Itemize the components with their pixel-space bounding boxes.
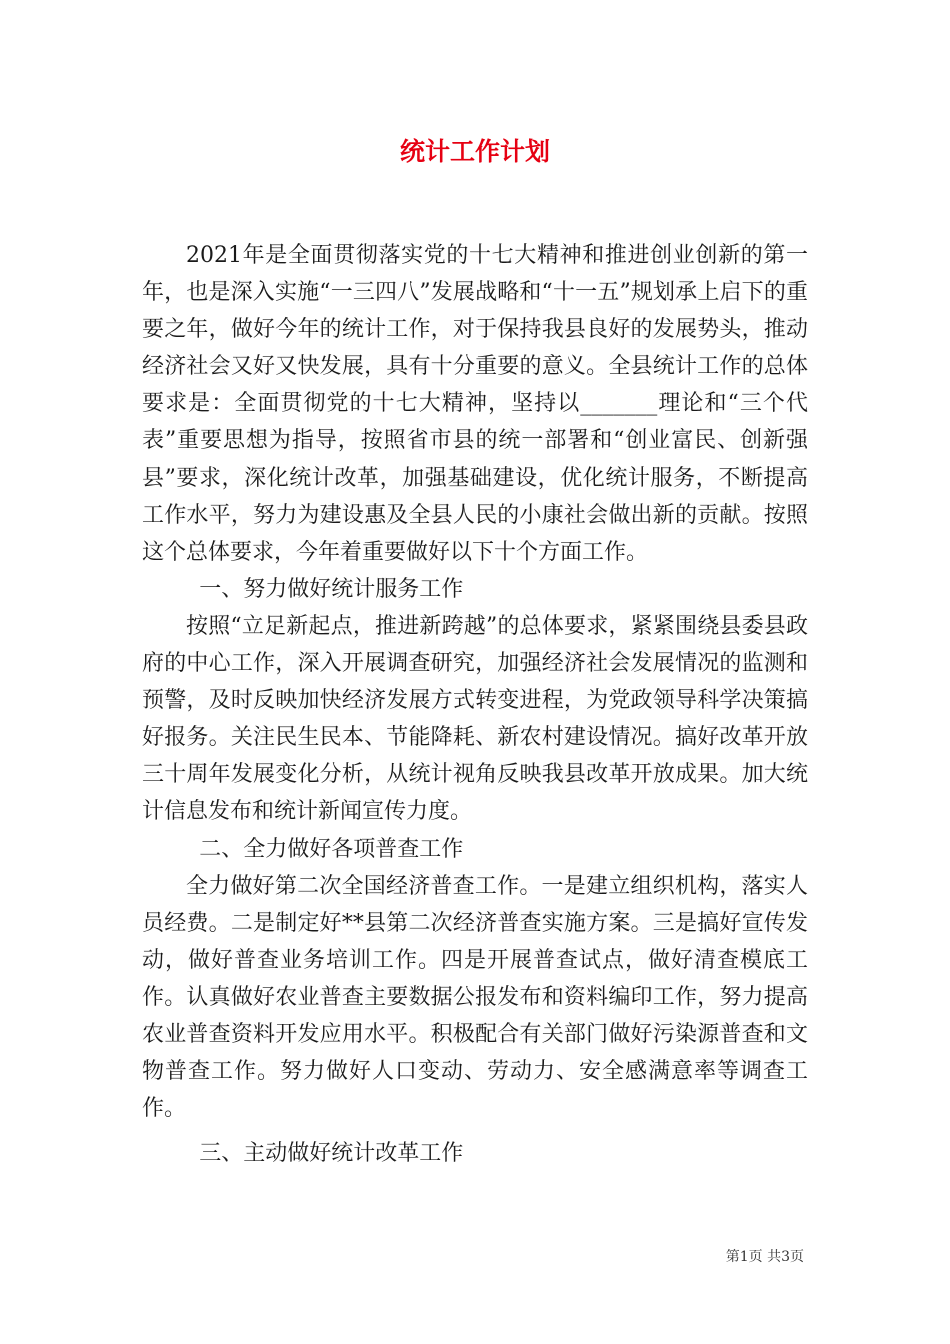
document-title: 统计工作计划 (399, 137, 550, 166)
paragraph-intro: 2021年是全面贯彻落实党的十七大精神和推进创业创新的第一年，也是深入实施“一三四八”发展战略和“十一五”规划承上启下的重要之年，做好今年的统计工作，对于保持我县良好的发展势头，推动经济社会又好又快发展，具有十分重要的意义。全县统计工作的总体要求是：全面贯彻党的十七大精神，坚持以_______理论和“三个代表”重要思想为指导，按照省市县的统一部署和“创业富民、创新强县”要求，深化统计改革，加强基础建设，优化统计服务，不断提高工作水平，努力为建设惠及全县人民的小康社会做出新的贡献。按照这个总体要求，今年着重要做好以下十个方面工作。 (142, 243, 808, 565)
section-heading-3: 三、主动做好统计改革工作 (199, 1141, 464, 1167)
section-heading-1: 一、努力做好统计服务工作 (199, 576, 464, 602)
document-body (142, 237, 808, 1172)
page-number: 第1页 共3页 (725, 1249, 804, 1265)
paragraph-section-1: 按照“立足新起点，推进新跨越”的总体要求，紧紧围绕县委县政府的中心工作，深入开展调查研究，加强经济社会发展情况的监测和预警，及时反映加快经济发展方式转变进程，为党政领导科学决策搞好报务。关注民生民本、节能降耗、新农村建设情况。搞好改革开放三十周年发展变化分析，从统计视角反映我县改革开放成果。加大统计信息发布和统计新闻宣传力度。 (142, 613, 808, 825)
paragraph-section-2: 全力做好第二次全国经济普查工作。一是建立组织机构，落实人员经费。二是制定好**县第二次经济普查实施方案。三是搞好宣传发动，做好普查业务培训工作。四是开展普查试点，做好清查模底工作。认真做好农业普查主要数据公报发布和资料编印工作，努力提高农业普查资料开发应用水平。积极配合有关部门做好污染源普查和文物普查工作。努力做好人口变动、劳动力、安全感满意率等调查工作。 (142, 873, 808, 1122)
section-heading-2: 二、全力做好各项普查工作 (199, 836, 464, 862)
